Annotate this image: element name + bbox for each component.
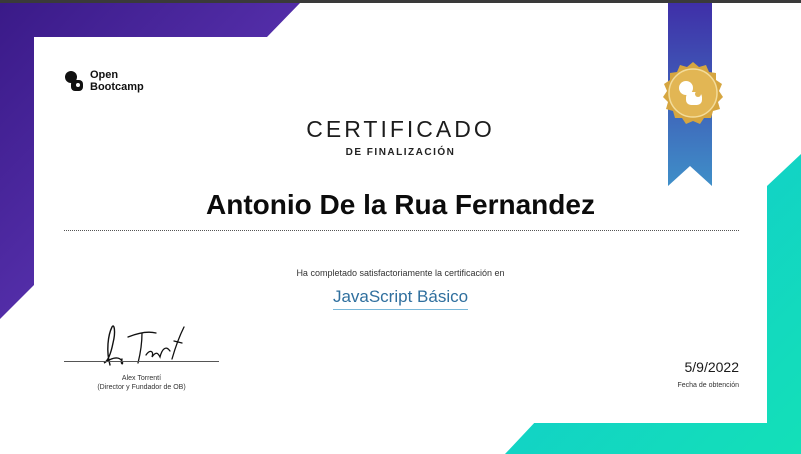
signature-line	[64, 361, 219, 362]
course-wrapper	[0, 287, 801, 310]
course-name: JavaScript Básico	[333, 287, 468, 310]
signer-info	[64, 374, 219, 392]
certificate	[0, 3, 801, 454]
brand-name	[90, 69, 144, 93]
brand-name-line1: Open	[90, 69, 119, 81]
completion-text: Ha completado satisfactoriamente la certificación en	[296, 268, 505, 278]
certificate-subtitle: DE FINALIZACIÓN	[345, 147, 456, 158]
signer-role: (Director y Fundador de OB)	[97, 384, 186, 391]
signer-name: Alex Torrentí	[121, 375, 162, 382]
seal-badge	[643, 3, 743, 193]
issue-date: 5/9/2022	[684, 359, 739, 375]
dotted-divider	[64, 230, 739, 231]
brand-name-line2: Bootcamp	[90, 81, 144, 93]
certificate-title: CERTIFICADO	[306, 116, 495, 142]
recipient-name: Antonio De la Rua Fernandez	[206, 189, 595, 220]
brand-logo	[64, 69, 144, 93]
open-bootcamp-logo-icon	[64, 70, 84, 92]
issue-date-label: Fecha de obtención	[677, 382, 739, 389]
